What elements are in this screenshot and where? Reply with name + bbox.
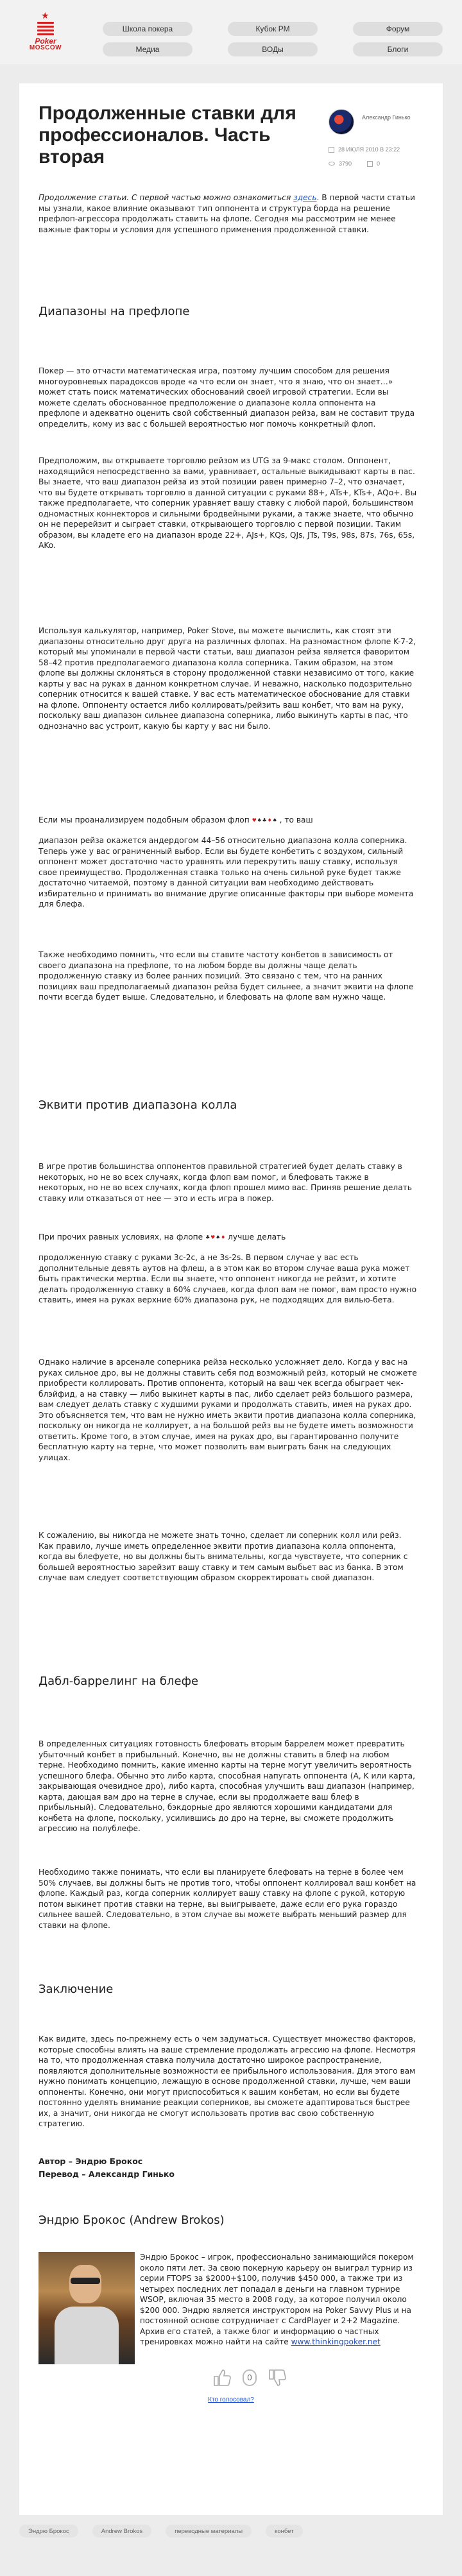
paragraph: диапазон рейза окажется андердогом 44–56 относительно диапазона колла соперника. Теперь уже у вас ограниченный выбор. Если вы будете конбетить с воздухом, сильный оппонент может достаточно часто уравнять или перекрутить вашу ставку, используя свое преимущество. Продолженная ставка только на очень сильной руке будет также достаточно читаемой, поэтому в данной ситуации вам необходимо действовать избирательно и принимать во внимание другие описанные факторы при выборе момента для блефа. xyxy=(38,836,414,908)
article-views: 3790 xyxy=(339,160,352,167)
nav-poker-school[interactable]: Школа покера xyxy=(103,22,193,36)
author-avatar[interactable] xyxy=(329,109,354,135)
site-logo[interactable] xyxy=(23,13,68,51)
calendar-icon xyxy=(329,147,334,153)
lead-text-before: Продолжение статьи. С первой частью можно ознакомиться xyxy=(38,193,291,202)
logo-mark-icon: ★ xyxy=(35,13,56,36)
eye-icon xyxy=(329,162,335,166)
paragraph xyxy=(38,815,417,826)
flop-cards-icon: ♥ ♠ ♣ ♦ ♠ xyxy=(252,817,277,823)
article-comments[interactable]: 0 xyxy=(377,160,381,167)
heading-preflop-ranges: Диапазоны на префлопе xyxy=(38,305,190,318)
tag-andrew-brokos-en[interactable]: Andrew Brokos xyxy=(92,2525,151,2538)
article-stats-row xyxy=(329,160,380,167)
who-voted-link[interactable]: Кто голосовал? xyxy=(208,2396,254,2403)
nav-rm-cup[interactable]: Кубок РМ xyxy=(228,22,318,36)
nav-forum[interactable]: Форум xyxy=(353,22,443,36)
paragraph: продолженную ставку с руками 3c-2c, а не 3s-2s. В первом случае у вас есть дополнительные девять аутов на флеш, а в этом как во втором случае ваша рука может быть практически мертва. Если вы знаете, что оппонент никогда не рейзит, и хотите делать продолженную ставку в 60% случаев, когда флоп вам не помог, вам просто нужно ставить, имея на руках верхние 60% диапазона рук, не подходящих для вилью-бета. xyxy=(38,1253,417,1304)
heading-conclusion: Заключение xyxy=(38,1983,114,1996)
paragraph: Однако наличие в арсенале соперника рейза несколько усложняет дело. Когда у вас на руках сильное дро, вы не должны ставить себя под возможный рейз, который не сможете приобрести коллировать. Против оппонента, который на ваш чек всегда обыграет чек-блэйфид, а на ставку — либо выкинет карты в пас, либо сделает рейз большого размера, вам следует делать ставку с худшими руками и продолжать ставить, имея на руках дро. Это объясняется тем, что вам не нужно иметь эквити против диапазона колла соперника, поскольку он никогда не коллирует, а на большой рейз вы не будете иметь возможности ответить. Кроме того, в этом случае, имея на руках дро, вы гарантированно получите бесплатную карту на терне, что может позволить вам выиграть банк на следующих улицах. xyxy=(38,1358,417,1462)
paragraph: К сожалению, вы никогда не можете знать точно, сделает ли соперник колл или рейз. Как правило, лучше иметь определенное эквити против диапазона колла оппонента, когда вы блефуете, но вы должны быть внимательны, когда чувствуете, что соперник с большей вероятностью зарейзит вашу ставку и тем самым выбьет вас из банка. В этом случае вам следует соответствующим образом скорректировать свой диапазон. xyxy=(38,1531,408,1582)
vote-counter xyxy=(243,2369,257,2386)
lead-text-after: . В первой части статьи мы узнали, какое влияние оказывают тип оппонента и структура борда на решение префлоп-агрессора продолжать ставить на флопе. Сегодня мы рассмотрим не менее важные факторы и условия для успешного применения продолженной ставки. xyxy=(38,193,415,234)
paragraph: В определенных ситуациях готовность блефовать вторым баррелем может превратить убыточный конбет в прибыльный. Конечно, вы не должны ставить в блеф на любом терне. Необходимо помнить, какие именно карты на терне могут увеличить вероятность успешного блефа. Обычно это либо карта, способная напугать оппонента (A, K или карта, закрывающая очевидное дро), либо карта, способная улучшить ваш диапазон (например, карта, дающая вам дро на терне в случае, если вы продолжаете ваш блеф в прибыльный). Следовательно, бэкдорные дро являются хорошими кандидатами для конбета на флопе, поскольку, усилившись до дро на терне, вы сможете продолжить агрессию на полублефе. xyxy=(38,1739,415,1833)
credit-translator: Перевод – Александр Гинько xyxy=(38,2169,175,2179)
comment-icon xyxy=(367,161,373,167)
paragraph: Также необходимо помнить, что если вы ставите частоту конбетов в зависимость от своего диапазона на префлопе, то на любом борде вы должны чаще делать продолженную ставку из более ранних позиций. Это связано с тем, что на ранних позициях ваш предполагаемый диапазон рейза будет сильнее, а значит эквити на флопе почти всегда будет выше. Следовательно, и блефовать на флопе вам нужно чаще. xyxy=(38,950,414,1002)
logo-text-poker: Poker xyxy=(35,37,56,46)
p8-before: При прочих равных условиях, на флопе xyxy=(38,1233,203,1241)
heading-author-bio: Эндрю Брокос (Andrew Brokos) xyxy=(38,2213,225,2227)
thinkingpoker-link[interactable]: www.thinkingpoker.net xyxy=(291,2337,381,2346)
credit-author: Автор – Эндрю Брокос xyxy=(38,2156,143,2166)
paragraph: Используя калькулятор, например, Poker Stove, вы можете вычислить, как стоят эти диапазоны относительно друг друга на различных флопах. На разномастном флопе K-7-2, который мы упоминали в первой части статьи, ваш диапазон рейза является фаворитом 58–42 против предполагаемого диапазона колла соперника. Таким образом, на этом флопе вы должны склоняться в сторону продолженной ставки независимо от того, какие карты у вас на руках в данном конкретном случае. И неважно, насколько подозрительно соперник относится к вашей ставке. У вас есть математическое обоснование для ставки на флопе. Оппоненту остается либо коллировать/рейзить ваш конбет, что вам на руку, поскольку ваш диапазон сильнее диапазона соперника, либо выкинуть карты в пас, что однозначно вас устроит, какую бы карту у вас ни было. xyxy=(38,626,416,731)
vote-row xyxy=(212,2367,287,2388)
author-bio xyxy=(140,2252,416,2348)
main-nav xyxy=(103,22,443,56)
part-one-link[interactable]: здесь xyxy=(293,193,317,202)
paragraph: В игре против большинства оппонентов правильной стратегией будет делать ставку в некоторых, но не во всех случаях, когда флоп вам помог, и блефовать также в некоторых, но не во всех случаях, когда флоп прошел мимо вас. Приняв решение делать ставку или отказаться от нее — это и есть игра в покер. xyxy=(38,1162,412,1203)
nav-blogs[interactable]: Блоги xyxy=(353,42,443,56)
nav-vods[interactable]: ВОДы xyxy=(228,42,318,56)
site-header xyxy=(0,0,462,64)
article-card xyxy=(19,83,443,2515)
p4-after: , то ваш xyxy=(279,815,313,824)
author-name[interactable]: Александр Гинько xyxy=(362,114,411,121)
bio-text: Эндрю Брокос – игрок, профессионально занимающийся покером около пяти лет. За свою покерную карьеру он выиграл турнир из серии FTOPS за $2000+$100, получив $450 000, а также три из четырех последних лет попадал в деньги на главном турнире WSOP, включая 35 место в 2008 году, за которое получил около $200 000. Эндрю является инструктором на Poker Savvy Plus и на постоянной основе сотрудничает с CardPlayer и 2+2 Magazine. Архив его статей, а также блог и информацию о частных тренировках можно найти на сайте xyxy=(140,2253,414,2346)
tag-translated[interactable]: переводные материалы xyxy=(166,2525,252,2538)
nav-media[interactable]: Медиа xyxy=(103,42,193,56)
heading-equity: Эквити против диапазона колла xyxy=(38,1098,237,1112)
article-lead xyxy=(38,192,417,235)
p4-before: Если мы проанализируем подобным образом флоп xyxy=(38,815,250,824)
logo-text-moscow: MOSCOW xyxy=(29,44,62,51)
article-date: 28 ИЮЛЯ 2010 В 23:22 xyxy=(338,146,400,153)
article-date-row xyxy=(329,146,400,153)
thumbs-down-icon[interactable] xyxy=(267,2367,287,2388)
paragraph: Как видите, здесь по-прежнему есть о чем задуматься. Существует множество факторов, которые способны влиять на ваше стремление продолжать агрессию на флопе. Несмотря на то, что продолженная ставка получила достаточно широкое распространение, появляются дополнительные возможности ее прибыльного использования. Для этого вам нужно понимать концепцию, лежащую в основе продолженной ставки, лучше, чем ваши оппоненты. Конечно, они могут приспособиться к вашим конбетам, но если вы будете постоянно уделять внимание реакции соперников, вы сможете адаптироваться быстрее их, а значит, они никогда не смогут использовать против вас свою собственную стратегию. xyxy=(38,2034,416,2128)
author-photo xyxy=(38,2252,135,2364)
article-title: Продолженные ставки для профессионалов. Часть вторая xyxy=(38,103,296,167)
flop-cards-icon: ♣ ♥ ♠ ♦ xyxy=(205,1234,226,1240)
p8-after: лучше делать xyxy=(228,1233,286,1241)
thumbs-up-icon[interactable] xyxy=(212,2367,232,2388)
vote-count: 0 xyxy=(247,2373,252,2382)
paragraph: Необходимо также понимать, что если вы планируете блефовать на терне в более чем 50% случаев, вы должны быть не против того, чтобы оппонент коллировал ваш конбет на флопе. Каждый раз, когда соперник коллирует вашу ставку на флопе с рукой, которую потом выкинет против ставки на терне, вы выигрываете, даже если его рука гораздо сильнее вашей. Следовательно, в этом случае вы можете выбрать меньший размер для ставки на флопе. xyxy=(38,1868,416,1930)
paragraph xyxy=(38,1232,417,1243)
heading-double-barrel: Дабл-баррелинг на блефе xyxy=(38,1675,199,1688)
paragraph: Покер — это отчасти математическая игра, поэтому лучшим способом для решения многоуровневых парадоксов вроде «а что если он знает, что я знаю, что он знает…» может стать поиск математических обоснований своей игровой стратегии. Если вы можете сделать обоснованное предположение о диапазоне колла оппонента на префлопе и адекватно оценить свой собственный диапазон рейза, вам не составит труда определить, кому из вас с большей вероятностью мог помочь конкретный флоп. xyxy=(38,366,415,429)
paragraph: Предположим, вы открываете торговлю рейзом из UTG за 9-макс столом. Оппонент, находящийся непосредственно за вами, уравнивает, остальные выкидывают карты в пас. Вы знаете, что ваш диапазон рейза из этой позиции равен примерно 7–2, что означает, что вы будете открывать торговлю в данной ситуации с руками 88+, ATs+, KTs+, AQo+. Вы также предполагаете, что соперник уравняет вашу ставку с любой парой, большинством одномастных коннекторов и сильными бродвейными руками, а также знаете, что обычно он не перерейзит и сыграет ставки, открывающего торговлю с первой позиции. Таким образом, вы кладете его на диапазон вроде 22+, AJs+, KQs, QJs, JTs, T9s, 98s, 87s, 76s, 65s, AKo. xyxy=(38,456,417,550)
tag-andrew-brokos-ru[interactable]: Эндрю Брокос xyxy=(19,2525,78,2538)
tag-cbet[interactable]: конбет xyxy=(266,2525,302,2538)
tag-list xyxy=(19,2525,303,2538)
